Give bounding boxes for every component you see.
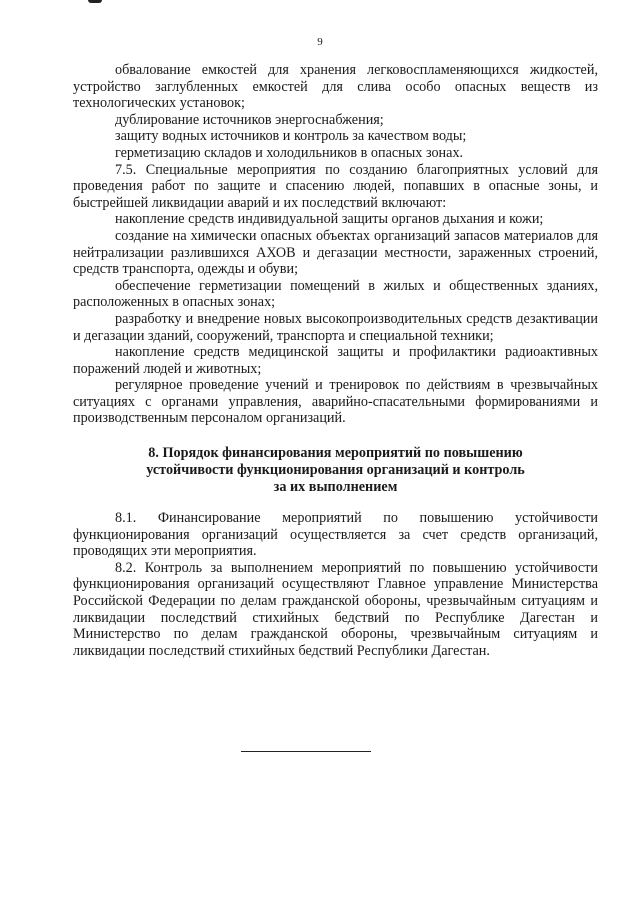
paragraph: 8.1. Финансирование мероприятий по повышению устойчивости функционирования организаций осуществляется за счет средств организаций, проводящих эти мероприятия. bbox=[73, 510, 598, 560]
paragraph: обеспечение герметизации помещений в жилых и общественных зданиях, расположенных в опасных зонах; bbox=[73, 277, 598, 311]
paragraph: регулярное проведение учений и тренировок по действиям в чрезвычайных ситуациях с органами управления, аварийно-спасательными формированиями и производственным персоналом организаций. bbox=[73, 377, 598, 427]
paragraph: накопление средств медицинской защиты и профилактики радиоактивных поражений людей и животных; bbox=[73, 344, 598, 377]
page-number: 9 bbox=[317, 36, 323, 48]
paragraph: дублирование источников энергоснабжения; bbox=[115, 111, 384, 128]
paragraph: создание на химически опасных объектах организаций запасов материалов для нейтрализации разлившихся АХОВ и дегазации местности, зараженных строений, средств транспорта, одежды и обуви; bbox=[73, 227, 598, 278]
paragraph: 8.2. Контроль за выполнением мероприятий по повышению устойчивости функционирования организаций осуществляют Главное управление Министерства Российской Федерации по делам гражданской обороны, чрезвычайным ситуациям и ликвидации последствий стихийных бедствий по Республике Дагестан и Министерство по делам гражданской обороны, чрезвычайным ситуациям и ликвидации последствий стихийных бедствий Республики Дагестан. bbox=[73, 559, 598, 659]
paragraph: 7.5. Специальные мероприятия по созданию благоприятных условий для проведения работ по защите и спасению людей, попавших в опасные зоны, и быстрейшей ликвидации аварий и их последствий включают: bbox=[73, 161, 598, 211]
paragraph: герметизацию складов и холодильников в опасных зонах. bbox=[115, 144, 464, 161]
document-body bbox=[73, 62, 598, 659]
section-heading-line: за их выполнением bbox=[273, 479, 398, 496]
paragraph: защиту водных источников и контроль за качеством воды; bbox=[115, 128, 467, 145]
paragraph: накопление средств индивидуальной защиты органов дыхания и кожи; bbox=[115, 211, 544, 228]
paragraph: обвалование емкостей для хранения легковоспламеняющихся жидкостей, устройство заглубленных емкостей для слива особо опасных веществ из технологических установок; bbox=[73, 62, 598, 112]
scan-mark bbox=[88, 0, 102, 3]
section-heading-line: 8. Порядок финансирования мероприятий по повышению bbox=[148, 445, 523, 462]
section-heading-line: устойчивости функционирования организаций и контроль bbox=[146, 462, 525, 479]
end-rule bbox=[241, 751, 371, 752]
paragraph: разработку и внедрение новых высокопроизводительных средств дезактивации и дегазации зданий, сооружений, транспорта и специальной техники; bbox=[73, 310, 598, 344]
section-heading bbox=[73, 445, 598, 496]
